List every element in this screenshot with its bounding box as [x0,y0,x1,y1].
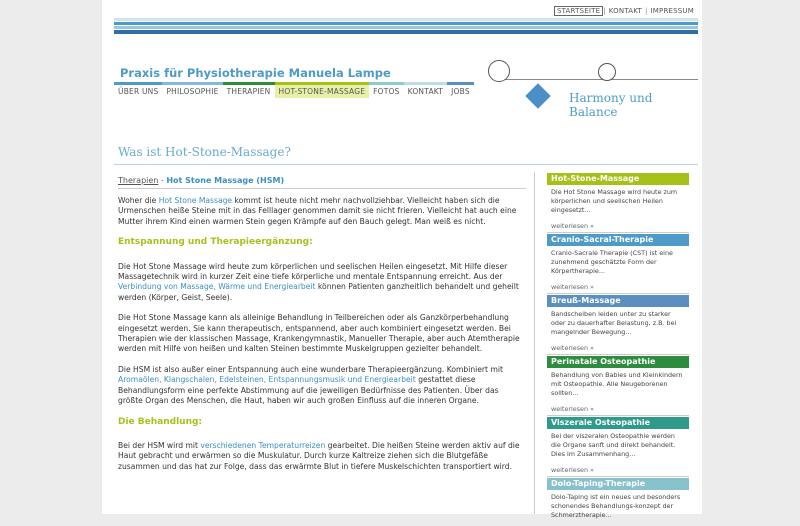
nav-color-bar [275,82,370,85]
paragraph: Die Hot Stone Massage kann als alleinige Behandlung in Teilbereichen oder als Ganzkörperbehandlung eingesetzt werden. Sie kann therapeutisch, entspannend, aber auch kombiniert eingesetzt werden. Bei Therapien wie der klassischen Massage, Krankengymnastik, Manueller Therapie, aber auch Atemtherapie werden mit Hilfe von heißen und kalten Steinen bestimmte Muskelgruppen gezielter behandelt. [118,313,520,354]
read-more-link[interactable]: weiterlesen » [547,221,689,233]
nav-label: JOBS [451,87,470,96]
sidebar-box-breuss-massage [547,295,689,355]
sidebar-heading[interactable]: Hot-Stone-Massage [547,173,689,185]
text: können Patienten ganzheitlich behandelt und geheilt werden (Körper, Geist, Seele). [118,282,519,302]
read-more-link[interactable]: weiterlesen » [547,465,689,477]
stripe [114,26,698,29]
nav-item-philosophie[interactable] [162,82,222,98]
nav-item-fotos[interactable] [369,82,403,98]
sidebar-heading[interactable]: Cranio-Sacral-Therapie [547,234,689,246]
nav-color-bar [447,82,474,85]
paragraph [118,196,524,227]
sidebar-box-dolo-taping-therapie [547,478,689,526]
decorative-circle [598,63,616,81]
text: gearbeitet. Die heißen Steine werden aktiv auf die Haut gebracht und erwärmen so die Muskulatur. Durch kurze Kaltreize ziehen sich die Blutgefäße zusammen und das hat zur Folge, dass das erwärmte Blut in tiefere Muskelschichten transportiert wird. [118,440,520,471]
nav-item-jobs[interactable] [447,82,474,98]
sidebar-teaser: Dolo-Taping ist ein neues und besonders schonendes Behandlungs-konzept der Schmerztherapie... [551,493,681,519]
paragraph [118,262,524,304]
breadcrumb [118,176,284,185]
sidebar-heading[interactable]: Dolo-Taping-Therapie [547,478,689,490]
header-stripes [114,18,698,35]
breadcrumb-divider [118,188,526,189]
sidebar-teaser: Cranio-Sacrale Therapie (CST) ist eine zunehmend geschätzte Form der Körpertherapie... [551,249,673,275]
stripe [114,18,698,21]
sidebar-teaser: Bandscheiben leiden unter zu starker oder zu dauerhafter Belastung, z.B. bei mangelnder Bewegung... [551,310,677,336]
nav-color-bar [114,82,162,85]
sidebar-heading[interactable]: Perinatale Osteopathie [547,356,689,368]
read-more-link[interactable]: weiterlesen » [547,282,689,294]
nav-item-therapien[interactable] [223,82,275,98]
text: kommt ist heute nicht mehr nachvollziehbar. Vielleicht haben sich die Urmenschen heiße Steine mit in das Felllager genommen damit sie nicht frieren. Vielleicht hat auch eine Mutter ihrem Kind einen warmen Stein gegen Krämpfe auf den Bauch gelegt. Man weiß es nicht. [118,196,517,226]
top-navigation [554,7,697,15]
sidebar-box-perinatale-osteopathie [547,356,689,416]
title-divider [114,164,698,165]
hot-stone-massage-link[interactable]: Hot Stone Massage [158,196,233,205]
page [102,0,702,519]
column-divider [534,172,535,514]
temperaturreize-link[interactable]: verschiedenen Temperaturreizen [200,440,326,450]
nav-color-bar [369,82,403,85]
text: gestattet diese Behandlungsform eine perfekte Abstimmung auf die jeweiligen Bedürfnisse des Patienten. Über das größte Organ des Menschen, die Haut, haben wir auch großen Einfluss auf die inneren Organe. [118,375,499,406]
paragraph [118,441,524,472]
text: Woher die [118,196,159,205]
header-divider [492,79,698,80]
section-heading: Entspannung und Therapieergänzung: [118,237,313,248]
nav-item-ueber-uns[interactable] [114,82,162,98]
tagline: Harmony und Balance [569,91,653,119]
nav-label: FOTOS [373,87,400,96]
topnav-separator: | [644,7,648,15]
sidebar-teaser: Behandlung von Babies und Kleinkindern mit Osteopathie. Alle Neugeborenen sollten... [551,371,683,397]
breadcrumb-therapien-link[interactable]: Therapien [118,176,159,185]
stripe [114,30,698,34]
sidebar-box-viszerale-osteopathie [547,417,689,477]
sidebar-box-hot-stone-massage [547,173,689,233]
sidebar [547,173,689,526]
main-content [118,196,524,482]
aromaoele-link[interactable]: Aromaölen, Klangschalen, Edelsteinen, Entspannungsmusik und Energiearbeit [118,375,416,385]
nav-label: PHILOSOPHIE [166,87,219,96]
nav-item-kontakt[interactable] [404,82,447,98]
diamond-logo-icon [525,83,550,108]
topnav-separator: | [603,7,606,15]
text: Die Hot Stone Massage wird heute zum körperlichen und seelischen Heilen eingesetzt. Mit Hilfe dieser Massagetechnik wird in kurzer Zeit eine tiefe körperliche und mentale Entspannung erreicht. Aus der [118,261,508,282]
main-navigation [114,82,474,98]
nav-label: THERAPIEN [226,87,271,96]
nav-color-bar [404,82,447,85]
topnav-startseite-link[interactable]: STARTSEITE [554,6,603,16]
text: Die HSM ist also außer einer Entspannung auch eine wunderbare Therapieergänzung. Kombiniert mit [118,364,503,374]
nav-item-hot-stone-massage[interactable] [275,82,370,98]
stripe [114,22,698,25]
topnav-impressum-link[interactable]: IMPRESSUM [650,7,694,15]
breadcrumb-current: Hot Stone Massage (HSM) [166,176,285,185]
nav-label: KONTAKT [407,87,444,96]
read-more-link[interactable]: weiterlesen » [547,343,689,355]
breadcrumb-separator: - [160,176,164,185]
text: Bei der HSM wird mit [118,440,201,450]
sidebar-box-cranio-sacral-therapie [547,234,689,294]
decorative-circle [488,60,510,82]
sidebar-teaser: Die Hot Stone Massage wird heute zum körperlichen und seelischen Heilen eingesetzt... [551,188,678,214]
sidebar-heading[interactable]: Breuß-Massage [547,295,689,307]
energiearbeit-link[interactable]: Verbindung von Massage, Wärme und Energiearbeit [118,282,316,292]
nav-label: HOT-STONE-MASSAGE [278,87,366,96]
sidebar-teaser: Bei der viszeralen Osteopathie werden die Organe sanft und direkt behandelt. Dies im Zusammenhang... [551,432,676,458]
site-title[interactable]: Praxis für Physiotherapie Manuela Lampe [120,66,391,80]
nav-color-bar [223,82,275,85]
section-heading: Die Behandlung: [118,416,203,427]
read-more-link[interactable]: weiterlesen » [547,404,689,416]
page-title: Was ist Hot-Stone-Massage? [118,145,291,159]
nav-label: ÜBER UNS [118,87,159,96]
topnav-kontakt-link[interactable]: KONTAKT [608,7,642,15]
nav-color-bar [162,82,222,85]
sidebar-heading[interactable]: Viszerale Osteopathie [547,417,689,429]
paragraph [118,365,524,407]
